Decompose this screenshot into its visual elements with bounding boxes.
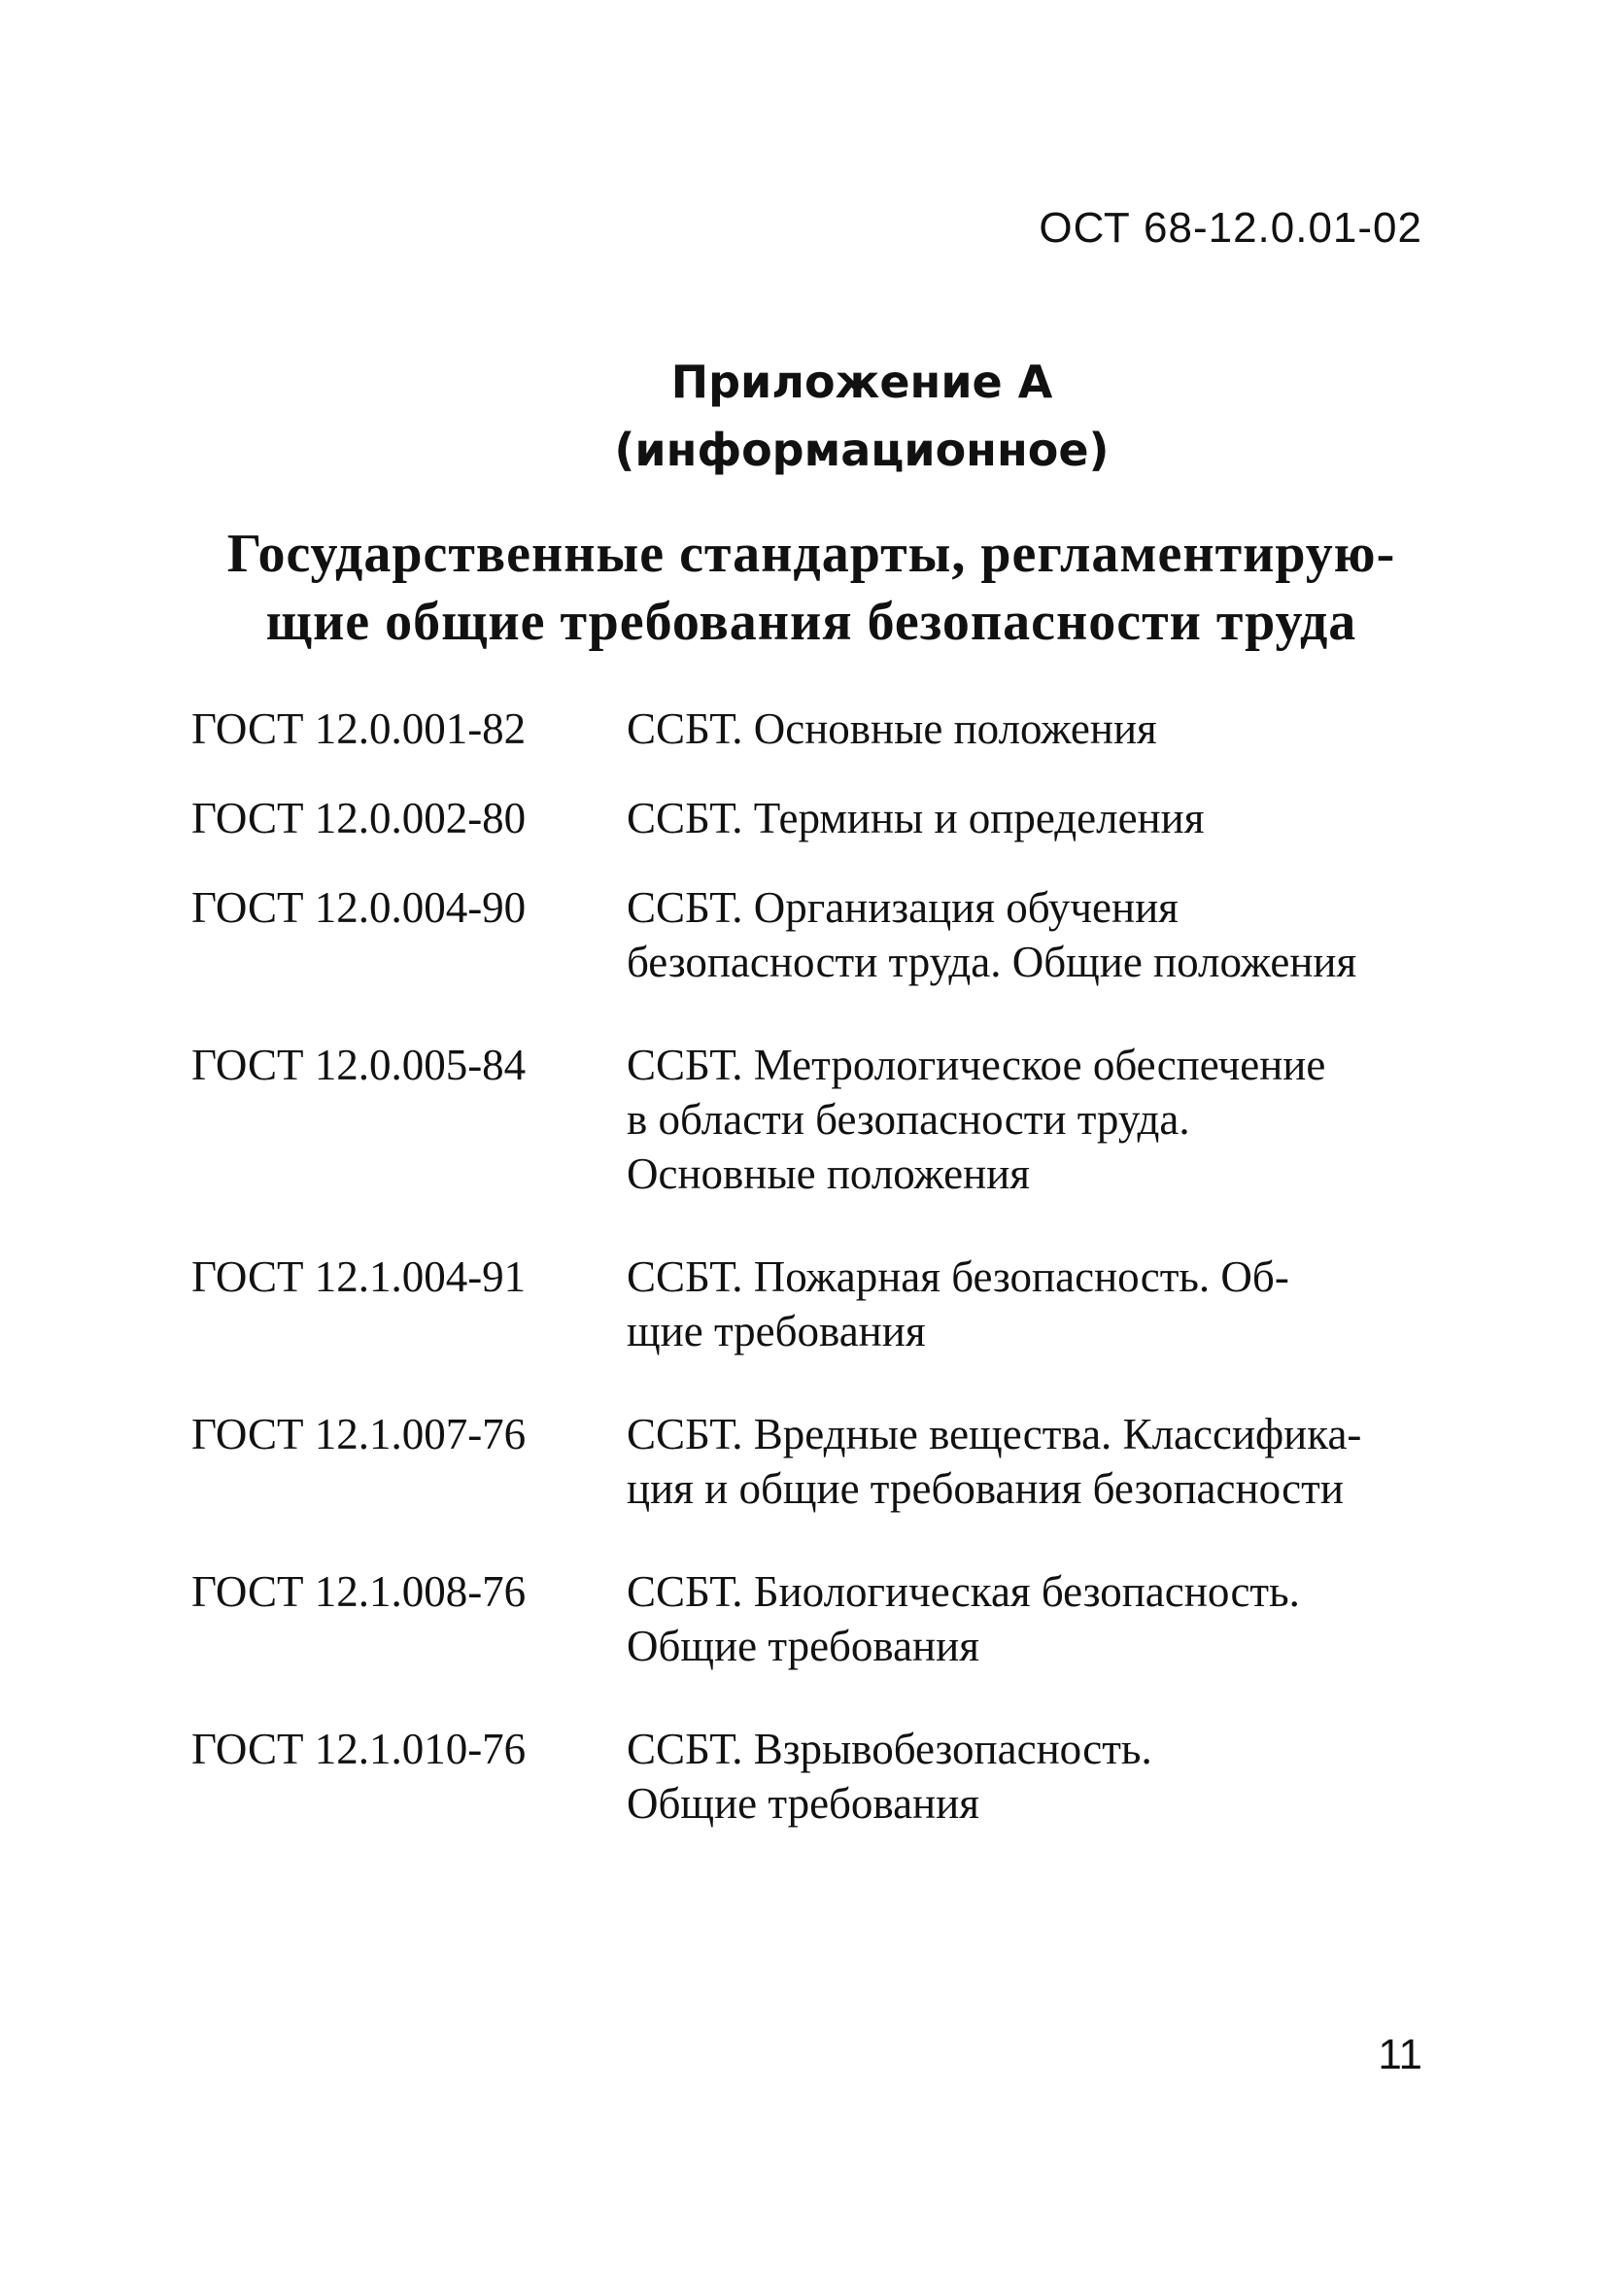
description-line: ССБТ. Пожарная безопасность. Об-	[627, 1252, 1289, 1301]
standard-code: ГОСТ 12.0.005-84	[191, 1041, 527, 1089]
description-line: ССБТ. Взрывобезопасность.	[627, 1725, 1152, 1773]
standard-description	[627, 702, 1454, 756]
description-line: щие требования	[627, 1307, 926, 1355]
description-line: ССБТ. Вредные вещества. Классифика-	[627, 1410, 1362, 1458]
standard-description	[627, 1250, 1454, 1358]
description-line: Основные положения	[627, 1149, 1030, 1198]
list-item	[191, 791, 1454, 845]
description-line: Общие требования	[627, 1779, 979, 1828]
standard-code: ГОСТ 12.0.002-80	[191, 794, 527, 842]
list-item	[191, 1564, 1454, 1673]
standards-list	[191, 702, 1454, 1831]
standard-description	[627, 1722, 1454, 1831]
standard-description	[627, 880, 1454, 989]
list-item	[191, 1250, 1454, 1358]
list-item	[191, 702, 1454, 756]
description-line: ция и общие требования безопасности	[627, 1464, 1344, 1513]
section-title	[194, 520, 1428, 656]
list-item	[191, 1722, 1454, 1831]
list-item	[191, 1038, 1454, 1201]
section-title-line-1: Государственные стандарты, регламентирую-	[226, 524, 1396, 584]
list-item	[191, 880, 1454, 989]
list-item	[191, 1407, 1454, 1516]
standard-code: ГОСТ 12.1.010-76	[191, 1725, 527, 1773]
section-title-line-2: щие общие требования безопасности труда	[265, 592, 1357, 652]
appendix-title: Приложение А	[670, 356, 1053, 408]
standard-description	[627, 1407, 1454, 1516]
description-line: безопасности труда. Общие положения	[627, 938, 1357, 986]
standard-description	[627, 1038, 1454, 1201]
appendix-subtitle: (информационное)	[614, 424, 1110, 476]
appendix-heading	[0, 348, 1607, 484]
description-line: ССБТ. Метрологическое обеспечение	[627, 1041, 1326, 1089]
description-line: в области безопасности труда.	[627, 1095, 1190, 1144]
standard-code: ГОСТ 12.1.008-76	[191, 1567, 527, 1616]
standard-code: ГОСТ 12.1.004-91	[191, 1252, 527, 1301]
description-line: Общие требования	[627, 1622, 979, 1670]
standard-description	[627, 1564, 1454, 1673]
document-code: ОСТ 68-12.0.01-02	[1039, 204, 1422, 252]
standard-code: ГОСТ 12.1.007-76	[191, 1410, 527, 1458]
standard-description	[627, 791, 1454, 845]
description-line: ССБТ. Организация обучения	[627, 883, 1179, 932]
page-number: 11	[1378, 2031, 1422, 2078]
description-line: ССБТ. Основные положения	[627, 704, 1157, 753]
description-line: ССБТ. Биологическая безопасность.	[627, 1567, 1300, 1616]
standard-code: ГОСТ 12.0.001-82	[191, 704, 527, 753]
standard-code: ГОСТ 12.0.004-90	[191, 883, 527, 932]
description-line: ССБТ. Термины и определения	[627, 794, 1205, 842]
